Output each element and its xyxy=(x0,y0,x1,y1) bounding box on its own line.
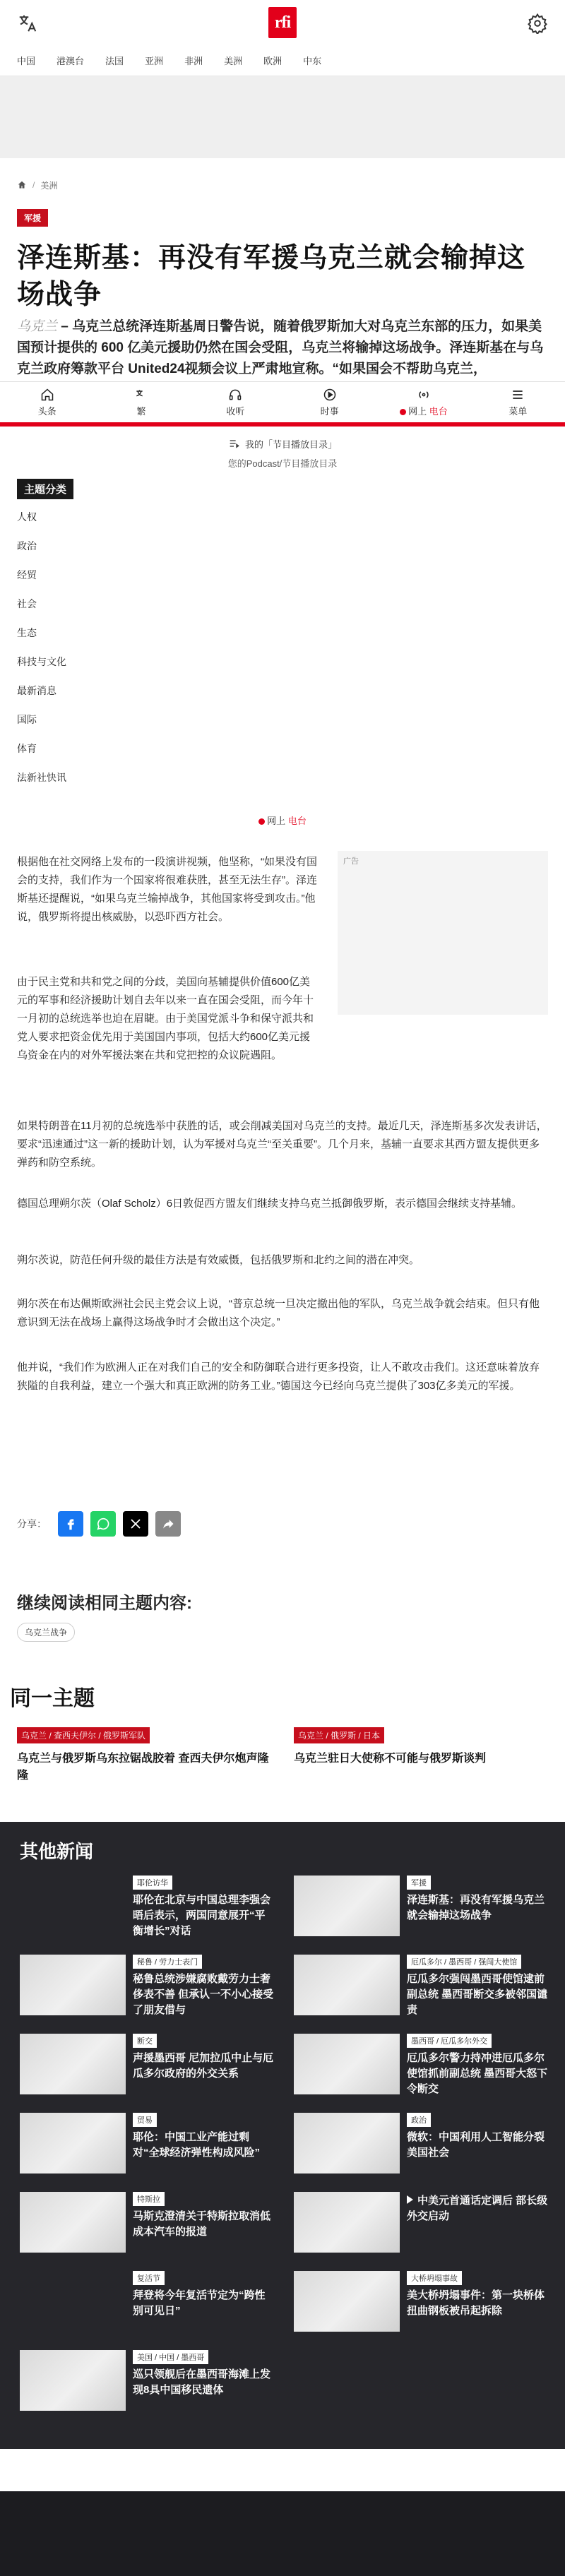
topics-heading: 主题分类 xyxy=(17,479,73,499)
news-thumbnail xyxy=(294,2113,400,2174)
topic-item[interactable]: 经贸 xyxy=(17,569,37,580)
ad-banner xyxy=(0,76,565,158)
topic-item[interactable]: 体育 xyxy=(17,743,37,754)
topic-item[interactable]: 政治 xyxy=(17,540,37,551)
article-paragraph: 由于民主党和共和党之间的分歧，美国向基辅提供价值600亿美元的军事和经济援助计划自去年以来一直在国会受阻，而今年十一月初的总统选举也迫在眉睫。由于美国党派斗争和保守派共和党人要求把资金优先用于美国国内事项，包括大约600亿美元援乌资金在内的对外军援法案在共和党把控的众议院遇阻。 xyxy=(17,976,314,1061)
news-thumbnail xyxy=(20,2192,126,2253)
news-item[interactable] xyxy=(20,2113,281,2183)
lead-text: – 乌克兰总统泽连斯基周日警告说，随着俄罗斯加大对乌克兰东部的压力，如果美国预计提供的 600 亿美元援助仍然在国会受阻，乌克兰将输掉这场战争。泽连斯基在与乌克兰政府筹款平台 United24视频会议上严肃地宣称。“如果国会不帮助乌克兰， xyxy=(17,319,544,376)
news-thumbnail xyxy=(20,1955,126,2015)
topic-item[interactable]: 社会 xyxy=(17,598,37,609)
nav-traditional-label: 繁 xyxy=(136,405,146,417)
news-item[interactable] xyxy=(20,2271,281,2342)
article-lead xyxy=(17,316,548,381)
news-item[interactable] xyxy=(20,2192,281,2262)
breadcrumb xyxy=(17,178,57,192)
nav-traditional[interactable] xyxy=(94,382,188,422)
news-tag: 军援 xyxy=(407,1876,431,1890)
menu-icon xyxy=(511,388,525,402)
footer xyxy=(0,2491,565,2576)
nav-listen[interactable] xyxy=(189,382,282,422)
nav-current[interactable] xyxy=(282,382,376,422)
home-icon[interactable] xyxy=(17,180,27,190)
article-tag[interactable]: 军援 xyxy=(17,209,48,227)
lead-location: 乌克兰 xyxy=(17,319,58,334)
language-icon xyxy=(134,388,148,402)
whatsapp-share-button[interactable] xyxy=(90,1511,116,1537)
news-tag: 大桥坍塌事故 xyxy=(407,2271,462,2285)
same-topic-heading: 同一主题 xyxy=(10,1687,95,1710)
news-item[interactable] xyxy=(294,1876,555,1946)
share-label: 分享： xyxy=(17,1518,47,1530)
topics-list xyxy=(17,510,299,799)
news-tag: 美国 / 中国 / 墨西哥 xyxy=(133,2350,208,2364)
ad-box xyxy=(338,851,548,1015)
bottom-nav xyxy=(0,381,565,422)
whatsapp-icon xyxy=(95,1516,111,1532)
region-link[interactable]: 港澳台 xyxy=(56,56,85,66)
news-thumbnail xyxy=(294,1876,400,1936)
region-link[interactable]: 美洲 xyxy=(224,56,243,66)
same-topic-title: 乌克兰驻日大使称不可能与俄罗斯谈判 xyxy=(294,1753,487,1765)
rfi-logo[interactable]: rfi xyxy=(268,7,297,38)
news-item[interactable] xyxy=(20,2034,281,2104)
forward-icon xyxy=(161,1517,175,1531)
other-news-heading: 其他新闻 xyxy=(20,1841,94,1862)
breadcrumb-separator: / xyxy=(32,180,35,190)
news-thumbnail xyxy=(294,2192,400,2253)
radio-icon xyxy=(417,388,431,402)
same-topic-title: 乌克兰与俄罗斯乌东拉锯战胶着 查西夫伊尔炮声隆隆 xyxy=(17,1753,269,1782)
facebook-share-button[interactable] xyxy=(58,1511,83,1537)
news-item[interactable] xyxy=(20,1955,281,2025)
same-topic-tag: 乌克兰 / 查西夫伊尔 / 俄罗斯军队 xyxy=(17,1727,150,1743)
news-title: 微软：中国利用人工智能分裂美国社会 xyxy=(407,2131,545,2159)
same-topic-tag: 乌克兰 / 俄罗斯 / 日本 xyxy=(294,1727,384,1743)
news-title: 耶伦：中国工业产能过剩对“全球经济弹性构成风险” xyxy=(133,2131,261,2159)
article-paragraph: 如果特朗普在11月初的总统选举中获胜的话，或会削减美国对乌克兰的支持。最近几天，泽连斯基多次发表讲话，要求“迅速通过”这一新的援助计划，认为军援对乌克兰“至关重要”。几个月来，基辅一直要求其西方盟友提供更多弹药和防空系统。 xyxy=(17,1120,547,1169)
news-thumbnail xyxy=(294,1955,400,2015)
news-title: 厄瓜多尔强闯墨西哥使馆逮前副总统 墨西哥断交多被邻国谴责 xyxy=(407,1973,548,2016)
topic-item[interactable]: 国际 xyxy=(17,714,37,725)
share-bar xyxy=(17,1510,181,1538)
region-link[interactable]: 亚洲 xyxy=(145,56,164,66)
news-title: 中美元首通话定调后 部长级外交启动 xyxy=(407,2195,548,2222)
news-tag: 耶伦访华 xyxy=(133,1876,172,1890)
same-topic-card[interactable] xyxy=(17,1727,271,1784)
news-title: 耶伦在北京与中国总理李强会晤后表示，两国同意展开“平衡增长”对话 xyxy=(133,1894,271,1937)
play-icon xyxy=(323,388,337,402)
news-tag: 厄瓜多尔 / 墨西哥 / 强闯大使馆 xyxy=(407,1955,521,1969)
gear-icon[interactable] xyxy=(527,13,548,34)
news-item[interactable] xyxy=(20,2350,281,2421)
topic-item[interactable]: 法新社快讯 xyxy=(17,772,66,783)
same-topic-card[interactable] xyxy=(294,1727,548,1767)
program-list-label: 我的「节目播放目录」 xyxy=(244,439,337,450)
news-thumbnail xyxy=(20,2113,126,2174)
news-thumbnail xyxy=(294,2034,400,2094)
accent-divider xyxy=(0,422,565,427)
translate-icon[interactable] xyxy=(17,13,38,34)
program-list[interactable] xyxy=(0,429,565,458)
article-paragraph: 德国总理朔尔茨（Olaf Scholz）6日敦促西方盟友们继续支持乌克兰抵御俄罗斯，表示德国会继续支持基辅。 xyxy=(17,1198,523,1210)
news-item[interactable] xyxy=(294,2113,555,2183)
news-title: 拜登将今年复活节定为“跨性别可见日” xyxy=(133,2289,266,2317)
nav-listen-label: 收听 xyxy=(226,405,245,417)
region-link[interactable]: 中东 xyxy=(303,56,322,66)
nav-live-label: 网上 电台 xyxy=(400,404,448,417)
ad-label: 广告 xyxy=(343,857,359,866)
x-icon xyxy=(129,1517,142,1530)
program-podcast[interactable]: 您的Podcast/节目播放目录 xyxy=(227,458,338,467)
nav-live[interactable] xyxy=(376,382,470,422)
news-tag: 秘鲁 / 劳力士表门 xyxy=(133,1955,202,1969)
news-thumbnail xyxy=(20,1876,126,1936)
news-item[interactable] xyxy=(20,1876,281,1946)
nav-home[interactable] xyxy=(0,382,94,422)
news-title: 秘鲁总统涉嫌腐败戴劳力士奢侈表不善 但承认一不小心接受了朋友借与 xyxy=(133,1973,274,2016)
topic-item[interactable]: 科技与文化 xyxy=(17,656,66,667)
news-tag: 复活节 xyxy=(133,2271,165,2285)
topic-item[interactable]: 最新消息 xyxy=(17,685,56,696)
news-title: 美大桥坍塌事件：第一块桥体扭曲钢板被吊起拆除 xyxy=(407,2289,545,2317)
news-tag: 墨西哥 / 厄瓜多尔外交 xyxy=(407,2034,492,2048)
live-dot-icon xyxy=(400,409,406,415)
region-nav xyxy=(0,45,565,76)
headphones-icon xyxy=(228,388,242,402)
news-title: 泽连斯基：再没有军援乌克兰就会输掉这场战争 xyxy=(407,1894,545,1921)
news-thumbnail xyxy=(294,2271,400,2332)
news-thumbnail xyxy=(20,2034,126,2094)
article-title: 泽连斯基：再没有军援乌克兰就会输掉这场战争 xyxy=(17,243,526,310)
article-paragraph: 朔尔茨在布达佩斯欧洲社会民主党会议上说，“普京总统一旦决定撤出他的军队，乌克兰战争就会结束。但只有他意识到无法在战场上赢得这场战争时才会做出这个决定。” xyxy=(17,1298,540,1328)
article-paragraph: 根据他在社交网络上发布的一段演讲视频，他坚称，“如果没有国会的支持，我们作为一个国家将很难获胜，甚至无法生存”。泽连斯基还提醒说，“如果乌克兰输掉战争，其他国家将受到攻击。”他说，俄罗斯将提出核威胁，以恐吓西方社会。 xyxy=(17,856,317,923)
nav-menu-label: 菜单 xyxy=(509,405,528,417)
region-link[interactable]: 中国 xyxy=(17,56,36,66)
nav-current-label: 时事 xyxy=(320,405,339,417)
live-radio-link[interactable]: 网上 电台 xyxy=(0,813,565,827)
video-icon xyxy=(407,2195,413,2204)
article-paragraph: 他并说，“我们作为欧洲人正在对我们自己的安全和防御联合进行更多投资，让人不敢攻击我们。这还意味着放弃狭隘的自我利益，建立一个强大和真正欧洲的防务工业。”德国这今已经向乌克兰提供了303亿多美元的军援。 xyxy=(17,1361,540,1392)
forward-share-button[interactable] xyxy=(155,1511,181,1537)
playlist-icon xyxy=(228,438,239,449)
facebook-icon xyxy=(64,1517,78,1531)
x-share-button[interactable] xyxy=(123,1511,148,1537)
news-title: 声援墨西哥 尼加拉瓜中止与厄瓜多尔政府的外交关系 xyxy=(133,2052,274,2080)
live-dot-icon xyxy=(258,818,265,825)
news-title: 巡只领舰后在墨西哥海滩上发现8具中国移民遗体 xyxy=(133,2368,271,2396)
nav-menu[interactable] xyxy=(471,382,565,422)
topic-item[interactable]: 人权 xyxy=(17,511,37,523)
news-tag: 贸易 xyxy=(133,2113,157,2127)
news-thumbnail xyxy=(20,2271,126,2332)
breadcrumb-section[interactable]: 美洲 xyxy=(40,180,58,191)
news-item[interactable] xyxy=(294,2192,555,2262)
region-link[interactable]: 法国 xyxy=(105,56,124,66)
news-item[interactable] xyxy=(294,2271,555,2342)
news-item[interactable] xyxy=(294,1955,555,2025)
news-thumbnail xyxy=(20,2350,126,2411)
home-icon xyxy=(40,388,54,402)
news-tag: 断交 xyxy=(133,2034,157,2048)
nav-home-label: 头条 xyxy=(37,405,56,417)
region-link[interactable]: 非洲 xyxy=(184,56,203,66)
region-link[interactable]: 欧洲 xyxy=(263,56,282,66)
topic-item[interactable]: 生态 xyxy=(17,627,37,638)
top-bar xyxy=(0,0,565,45)
topic-chip[interactable]: 乌克兰战争 xyxy=(17,1623,75,1642)
news-tag: 政治 xyxy=(407,2113,431,2127)
news-tag: 特斯拉 xyxy=(133,2192,165,2206)
article-paragraph: 朔尔茨说，防范任何升级的最佳方法是有效威慑，包括俄罗斯和北约之间的潜在冲突。 xyxy=(17,1254,420,1266)
read-more-heading: 继续阅读相同主题内容: xyxy=(17,1594,192,1613)
news-title: 厄瓜多尔警力持冲进厄瓜多尔使馆抓前副总统 墨西哥大怒下令断交 xyxy=(407,2052,548,2095)
news-item[interactable] xyxy=(294,2034,555,2104)
news-title: 马斯克澄清关于特斯拉取消低成本汽车的报道 xyxy=(133,2210,271,2238)
